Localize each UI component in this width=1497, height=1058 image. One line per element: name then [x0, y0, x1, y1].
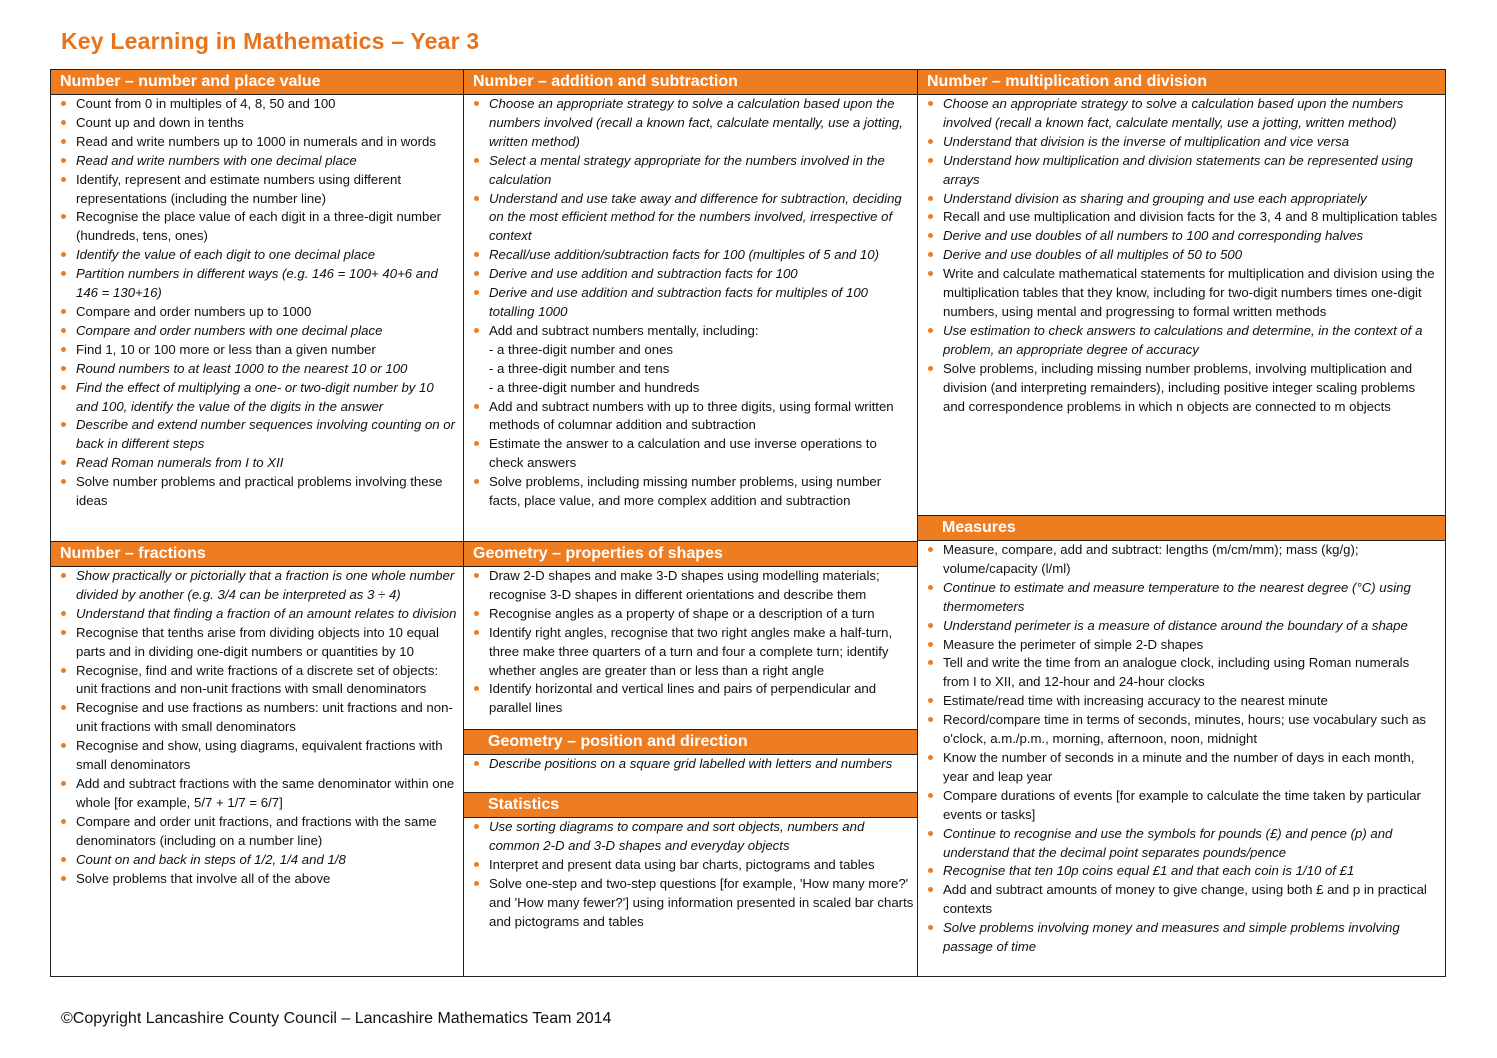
addition-heading: Number – addition and subtraction [464, 70, 917, 95]
list-item: Identify right angles, recognise that two right angles make a half-turn, three make three quarters of a turn and four a complete turn; identify whether angles are greater than or less than a right angle [464, 624, 914, 681]
measures-heading: Measures [918, 516, 1445, 541]
list-item: Recognise and use fractions as numbers: unit fractions and non-unit fractions with small denominators [51, 699, 459, 737]
list-item: Derive and use addition and subtraction facts for multiples of 100 totalling 1000 [464, 284, 914, 322]
list-item: Read and write numbers with one decimal place [51, 152, 459, 171]
addition-list [464, 95, 914, 511]
list-item: Compare durations of events [for example to calculate the time taken by particular events or tasks] [918, 787, 1438, 825]
list-item: Select a mental strategy appropriate for the numbers involved in the calculation [464, 152, 914, 190]
list-item: Describe positions on a square grid labelled with letters and numbers [464, 755, 914, 774]
position-list [464, 755, 914, 774]
list-item: Solve problems, including missing number problems, involving multiplication and division (and interpreting remainders), including positive integer scaling problems and correspondence problems in which n objects are connected to m objects [918, 360, 1438, 417]
list-item: Recognise that ten 10p coins equal £1 and that each coin is 1/10 of £1 [918, 862, 1438, 881]
list-item: Solve problems involving money and measures and simple problems involving passage of time [918, 919, 1438, 957]
list-item: Measure the perimeter of simple 2-D shapes [918, 636, 1438, 655]
list-item: Compare and order numbers up to 1000 [51, 303, 459, 322]
list-item: Round numbers to at least 1000 to the nearest 10 or 100 [51, 360, 459, 379]
list-item: Interpret and present data using bar charts, pictograms and tables [464, 856, 914, 875]
list-item: Understand that finding a fraction of an amount relates to division [51, 605, 459, 624]
list-item: Understand and use take away and difference for subtraction, deciding on the most efficient method for the numbers involved, irrespective of context [464, 190, 914, 247]
list-item: Read Roman numerals from I to XII [51, 454, 459, 473]
list-item: Understand how multiplication and division statements can be represented using arrays [918, 152, 1438, 190]
list-item: Continue to recognise and use the symbols for pounds (£) and pence (p) and understand that the decimal point separates pounds/pence [918, 825, 1438, 863]
list-item: Record/compare time in terms of seconds, minutes, hours; use vocabulary such as o'clock, a.m./p.m., morning, afternoon, noon, midnight [918, 711, 1438, 749]
measures-list [918, 541, 1438, 957]
list-item: Choose an appropriate strategy to solve a calculation based upon the numbers involved (recall a known fact, calculate mentally, use a jotting, written method) [918, 95, 1438, 133]
list-item: Estimate/read time with increasing accuracy to the nearest minute [918, 692, 1438, 711]
list-item: Recognise that tenths arise from dividing objects into 10 equal parts and in dividing one-digit numbers or quantities by 10 [51, 624, 459, 662]
fractions-list [51, 567, 459, 888]
multiplication-list [918, 95, 1438, 416]
list-item: Compare and order unit fractions, and fractions with the same denominators (including on a number line) [51, 813, 459, 851]
list-item: Identify horizontal and vertical lines and pairs of perpendicular and parallel lines [464, 680, 914, 718]
list-item: Derive and use addition and subtraction facts for 100 [464, 265, 914, 284]
list-item: Recognise the place value of each digit in a three-digit number (hundreds, tens, ones) [51, 208, 459, 246]
page-title: Key Learning in Mathematics – Year 3 [61, 28, 480, 54]
list-item: Identify, represent and estimate numbers using different representations (including the number line) [51, 171, 459, 209]
list-item: Derive and use doubles of all multiples of 50 to 500 [918, 246, 1438, 265]
list-item: - a three-digit number and hundreds [489, 379, 700, 395]
list-item: Solve number problems and practical problems involving these ideas [51, 473, 459, 511]
list-item: Add and subtract numbers mentally, including: [464, 322, 914, 341]
list-item: Understand perimeter is a measure of distance around the boundary of a shape [918, 617, 1438, 636]
list-item: Use estimation to check answers to calculations and determine, in the context of a problem, an appropriate degree of accuracy [918, 322, 1438, 360]
multiplication-heading: Number – multiplication and division [918, 70, 1445, 95]
list-item: Describe and extend number sequences involving counting on or back in different steps [51, 416, 459, 454]
list-item: - a three-digit number and ones [489, 341, 674, 357]
list-item: Solve problems, including missing number problems, using number facts, place value, and more complex addition and subtraction [464, 473, 914, 511]
place-value-list [51, 95, 459, 511]
list-item: Recognise angles as a property of shape or a description of a turn [464, 605, 914, 624]
list-item: Count from 0 in multiples of 4, 8, 50 and 100 [51, 95, 459, 114]
list-item: Understand division as sharing and grouping and use each appropriately [918, 190, 1438, 209]
list-item: Compare and order numbers with one decimal place [51, 322, 459, 341]
copyright-footer: ©Copyright Lancashire County Council – Lancashire Mathematics Team 2014 [61, 1010, 612, 1027]
list-item: Measure, compare, add and subtract: lengths (m/cm/mm); mass (kg/g); volume/capacity (l/ml) [918, 541, 1438, 579]
list-item: Choose an appropriate strategy to solve a calculation based upon the numbers involved (recall a known fact, calculate mentally, use a jotting, written method) [464, 95, 914, 152]
list-item: Know the number of seconds in a minute and the number of days in each month, year and leap year [918, 749, 1438, 787]
place-value-heading: Number – number and place value [51, 70, 464, 95]
statistics-list [464, 818, 914, 931]
list-item: Recognise and show, using diagrams, equivalent fractions with small denominators [51, 737, 459, 775]
list-item: Write and calculate mathematical statements for multiplication and division using the multiplication tables that they know, including for two-digit numbers times one-digit numbers, using mental and progressing to formal written methods [918, 265, 1438, 322]
statistics-heading: Statistics [464, 793, 917, 818]
list-item: Partition numbers in different ways (e.g. 146 = 100+ 40+6 and 146 = 130+16) [51, 265, 459, 303]
learning-grid [50, 69, 1446, 977]
list-item: Count on and back in steps of 1/2, 1/4 and 1/8 [51, 851, 459, 870]
list-item: Solve one-step and two-step questions [for example, 'How many more?' and 'How many fewer?'] using information presented in scaled bar charts and pictograms and tables [464, 875, 914, 932]
list-item: Identify the value of each digit to one decimal place [51, 246, 459, 265]
position-heading: Geometry – position and direction [464, 730, 917, 755]
list-item: Read and write numbers up to 1000 in numerals and in words [51, 133, 459, 152]
list-item: Recall and use multiplication and division facts for the 3, 4 and 8 multiplication tables [918, 208, 1438, 227]
list-item: Find 1, 10 or 100 more or less than a given number [51, 341, 459, 360]
fractions-heading: Number – fractions [51, 542, 464, 567]
list-item: Tell and write the time from an analogue clock, including using Roman numerals from I to XII, and 12-hour and 24-hour clocks [918, 654, 1438, 692]
shapes-heading: Geometry – properties of shapes [464, 542, 917, 567]
list-item: Recall/use addition/subtraction facts for 100 (multiples of 5 and 10) [464, 246, 914, 265]
shapes-list [464, 567, 914, 718]
list-item: Add and subtract fractions with the same denominator within one whole [for example, 5/7 + 1/7 = 6/7] [51, 775, 459, 813]
list-item: Use sorting diagrams to compare and sort objects, numbers and common 2-D and 3-D shapes and everyday objects [464, 818, 914, 856]
list-item: Estimate the answer to a calculation and use inverse operations to check answers [464, 435, 914, 473]
list-item: Understand that division is the inverse of multiplication and vice versa [918, 133, 1438, 152]
list-item: Solve problems that involve all of the above [51, 870, 459, 889]
list-item: - a three-digit number and tens [489, 360, 670, 376]
list-item: Continue to estimate and measure temperature to the nearest degree (°C) using thermometers [918, 579, 1438, 617]
list-item: Add and subtract amounts of money to give change, using both £ and p in practical contexts [918, 881, 1438, 919]
list-item: Show practically or pictorially that a fraction is one whole number divided by another (e.g. 3/4 can be interpreted as 3 ÷ 4) [51, 567, 459, 605]
list-item: Derive and use doubles of all numbers to 100 and corresponding halves [918, 227, 1438, 246]
list-item: Count up and down in tenths [51, 114, 459, 133]
list-item: Draw 2-D shapes and make 3-D shapes using modelling materials; recognise 3-D shapes in different orientations and describe them [464, 567, 914, 605]
list-item: Find the effect of multiplying a one- or two-digit number by 10 and 100, identify the value of the digits in the answer [51, 379, 459, 417]
list-item: Recognise, find and write fractions of a discrete set of objects: unit fractions and non-unit fractions with small denominators [51, 662, 459, 700]
list-item: Add and subtract numbers with up to three digits, using formal written methods of columnar addition and subtraction [464, 398, 914, 436]
